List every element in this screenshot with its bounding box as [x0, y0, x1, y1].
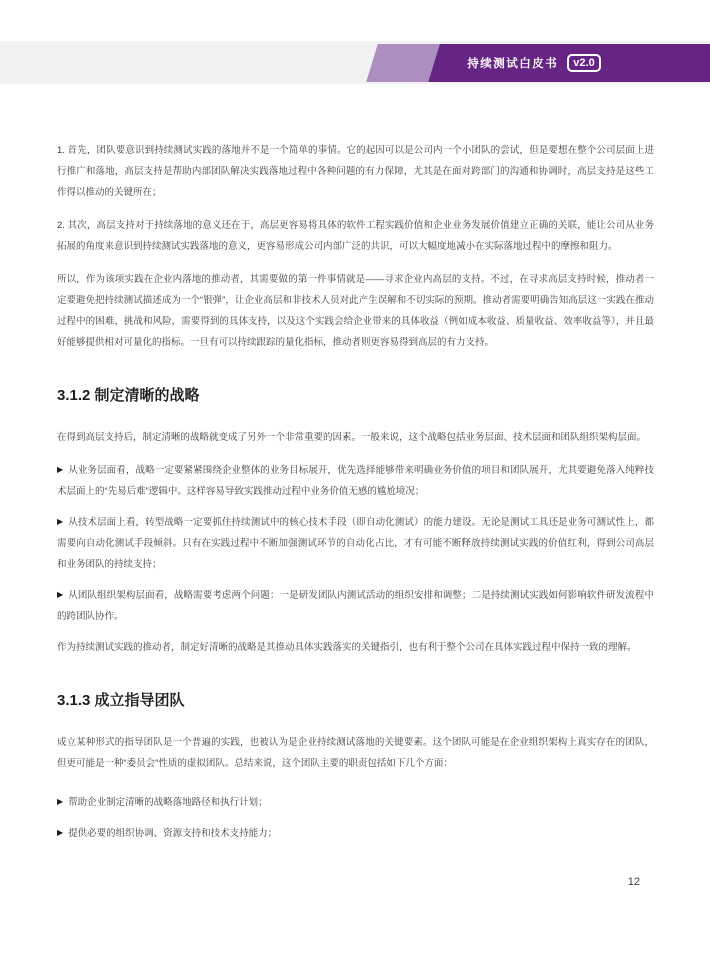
bullet-text: 从团队组织架构层面看，战略需要考虑两个问题：一是研发团队内测试活动的组织安排和调整；二是持续测试实践如何影响软件研发流程中的跨团队协作。 — [57, 590, 654, 622]
body-paragraph: 在得到高层支持后，制定清晰的战略就变成了另外一个非常重要的因素。一般来说，这个战略包括业务层面、技术层面和团队组织架构层面。 — [57, 432, 647, 443]
body-paragraph: 作为持续测试实践的推动者，制定好清晰的战略是其推动具体实践落实的关键指引，也有利于整个公司在具体实践过程中保持一致的理解。 — [57, 642, 637, 653]
document-title: 持续测试白皮书 — [467, 58, 559, 70]
bullet-text: 帮助企业制定清晰的战略落地路径和执行计划； — [68, 797, 268, 808]
bullet-item — [57, 512, 654, 575]
bullet-arrow-icon: ▶ — [57, 517, 64, 526]
bullet-item — [57, 823, 654, 844]
bullet-item — [57, 460, 654, 502]
bullet-text: 从技术层面上看，转型战略一定要抓住持续测试中的核心技术手段（即自动化测试）的能力建设。无论是测试工具还是业务可测试性上，都需要向自动化测试手段倾斜。只有在实践过程中不断加强测试环节的自动化占比，才有可能不断释放持续测试实践的价值红利，得到公司高层和业务团队的持续支持； — [57, 517, 654, 570]
body-paragraph: 所以，作为该项实践在企业内落地的推动者，其需要做的第一件事情就是——寻求企业内高层的支持。不过，在寻求高层支持时候，推动者一定要避免把持续测试描述成为一个“银弹”，让企业高层和非技术人员对此产生误解和不切实际的预期。推动者需要明确告知高层这一实践在推动过程中的困难、挑战和风险，需要得到的具体支持，以及这个实践会给企业带来的具体收益（例如成本收益、质量收益、效率收益等），并且最好能够提供相对可量化的指标。一旦有可以持续跟踪的量化指标，推动者则更容易得到高层的有力支持。 — [57, 274, 654, 348]
body-paragraph: 1. 首先，团队要意识到持续测试实践的落地并不是一个简单的事情。它的起因可以是公司内一个小团队的尝试，但是要想在整个公司层面上进行推广和落地，高层支持是帮助内部团队解决实践落地过程中各种问题的有力保障，尤其是在面对跨部门的沟通和协调时，高层支持是这些工作得以推动的关键所在； — [57, 145, 654, 198]
bullet-item — [57, 585, 654, 627]
bullet-arrow-icon: ▶ — [57, 465, 64, 474]
section-heading-3-1-3: 3.1.3 成立指导团队 — [57, 692, 185, 709]
section-heading-3-1-2: 3.1.2 制定清晰的战略 — [57, 387, 200, 404]
bullet-arrow-icon: ▶ — [57, 590, 64, 599]
bullet-arrow-icon: ▶ — [57, 828, 64, 837]
bullet-item — [57, 792, 654, 813]
bullet-text: 从业务层面看，战略一定要紧紧围绕企业整体的业务目标展开，优先选择能够带来明确业务价值的项目和团队展开，尤其要避免落入纯粹技术层面上的“先易后难”逻辑中。这样容易导致实践推动过程中业务价值无感的尴尬境况； — [57, 465, 654, 497]
bullet-arrow-icon: ▶ — [57, 797, 64, 806]
body-paragraph: 2. 其次，高层支持对于持续落地的意义还在于，高层更容易将具体的软件工程实践价值和企业业务发展价值建立正确的关联，能让公司从业务拓展的角度来意识到持续测试实践落地的意义，更容易形成公司内部广泛的共识，可以大幅度地减小在实际落地过程中的摩擦和阻力。 — [57, 220, 654, 252]
bullet-text: 提供必要的组织协调、资源支持和技术支持能力； — [68, 828, 278, 839]
page-number: 12 — [627, 876, 640, 888]
version-badge: v2.0 — [567, 54, 600, 72]
body-paragraph: 成立某种形式的指导团队是一个普遍的实践，也被认为是企业持续测试落地的关键要素。这个团队可能是在企业组织架构上真实存在的团队，但更可能是一种“委员会”性质的虚拟团队。总结来说，这个团队主要的职责包括如下几个方面： — [57, 737, 654, 769]
